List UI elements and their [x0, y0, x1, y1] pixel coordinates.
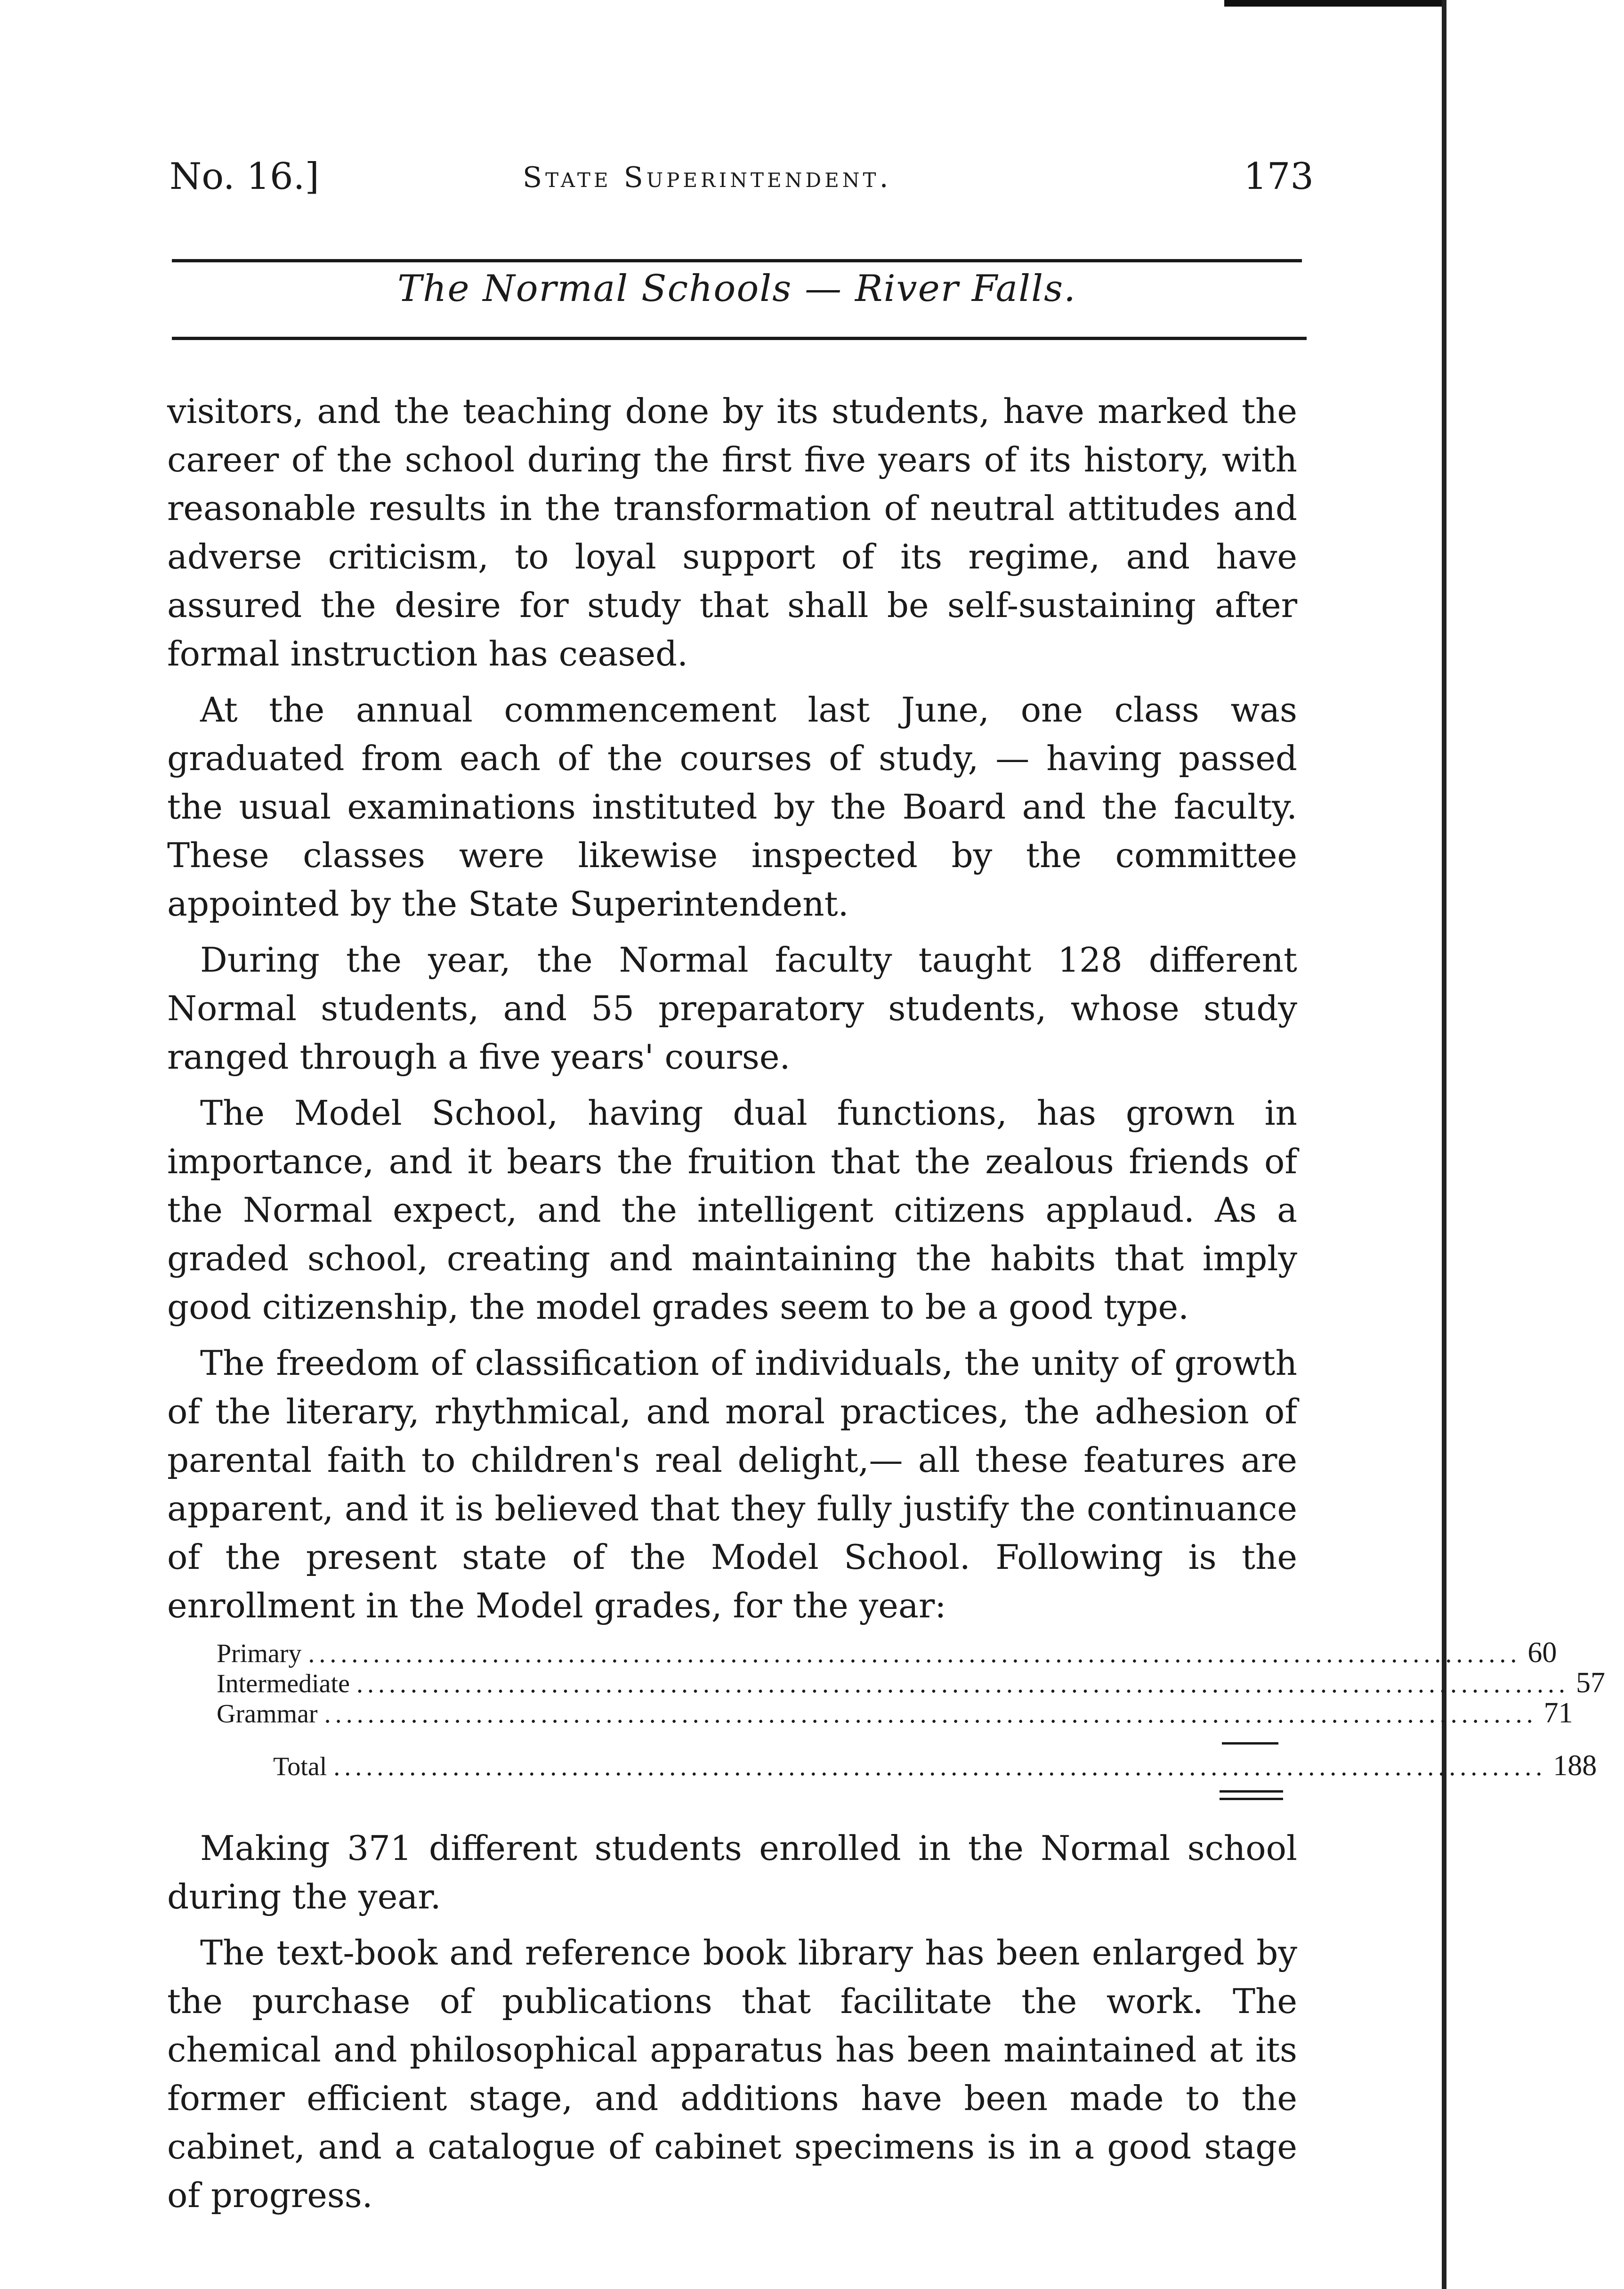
enrollment-label: Grammar	[217, 1699, 318, 1729]
page-number: 173	[1244, 155, 1314, 198]
enrollment-table	[167, 1637, 1605, 1804]
paragraph-commencement: At the annual commencement last June, one class was graduated from each of the courses of study, — having passed the usual examinations instituted by the Board and the faculty. These classes were likewise inspected by the committee appointed by the State Superintendent.	[167, 690, 1297, 924]
enrollment-total-row: Total ................................................................................................................ 188	[167, 1751, 1297, 1781]
scan-edge-top	[1224, 0, 1446, 7]
sum-rule	[1222, 1742, 1278, 1745]
enrollment-label: Primary	[217, 1639, 302, 1668]
enrollment-total-label: Total	[273, 1752, 327, 1781]
paragraph-library: The text-book and reference book library has been enlarged by the purchase of publications that facilitate the work. The chemical and philosophical apparatus has been maintained at its former efficient stage, and additions have been made to the cabinet, and a catalogue of cabinet specimens is in a good stage of progress.	[167, 1933, 1297, 2215]
enrollment-label: Intermediate	[217, 1669, 350, 1698]
enrollment-value: 57	[1576, 1667, 1605, 1699]
page-body	[167, 387, 1605, 2227]
enrollment-value: 60	[1527, 1637, 1557, 1669]
header-rule-top	[172, 259, 1302, 262]
paragraph-faculty: During the year, the Normal faculty taught 128 different Normal students, and 55 preparatory students, whose study ranged through a five years' course.	[167, 940, 1297, 1077]
enrollment-row: Intermediate ................................................................................................................ 57	[167, 1668, 1297, 1698]
enrollment-total-value: 188	[1553, 1750, 1597, 1782]
document-number: No. 16.]	[170, 155, 319, 198]
paragraph-continuation: visitors, and the teaching done by its students, have marked the career of the school during the first five years of its history, with reasonable results in the transformation of neutral attitudes and adverse criticism, to loyal support of its regime, and have assured the desire for study that shall be self-sustaining after formal instruction has ceased.	[167, 391, 1297, 674]
paragraph-total-students: Making 371 different students enrolled in the Normal school during the year.	[167, 1828, 1297, 1916]
scan-edge-right	[1442, 0, 1446, 2289]
enrollment-row: Primary ................................................................................................................ 60	[167, 1638, 1297, 1668]
total-double-rule	[167, 1790, 1297, 1804]
running-header	[170, 151, 1314, 212]
header-rule-bottom	[172, 337, 1307, 340]
enrollment-value: 71	[1543, 1697, 1573, 1729]
running-title: State Superintendent.	[523, 161, 892, 194]
paragraph-classification: The freedom of classification of individuals, the unity of growth of the literary, rhythmical, and moral practices, the adhesion of parental faith to children's real delight,— all these features are apparent, and it is believed that they fully justify the continuance of the present state of the Model School. Following is the enrollment in the Model grades, for the year:	[167, 1343, 1297, 1625]
section-subheading: The Normal Schools — River Falls.	[397, 268, 1076, 310]
paragraph-model-school: The Model School, having dual functions, has grown in importance, and it bears the fruition that the zealous friends of the Normal expect, and the intelligent citizens applaud. As a graded school, creating and maintaining the habits that imply good citizenship, the model grades seem to be a good type.	[167, 1093, 1297, 1327]
enrollment-row: Grammar ................................................................................................................ 71	[167, 1698, 1297, 1728]
